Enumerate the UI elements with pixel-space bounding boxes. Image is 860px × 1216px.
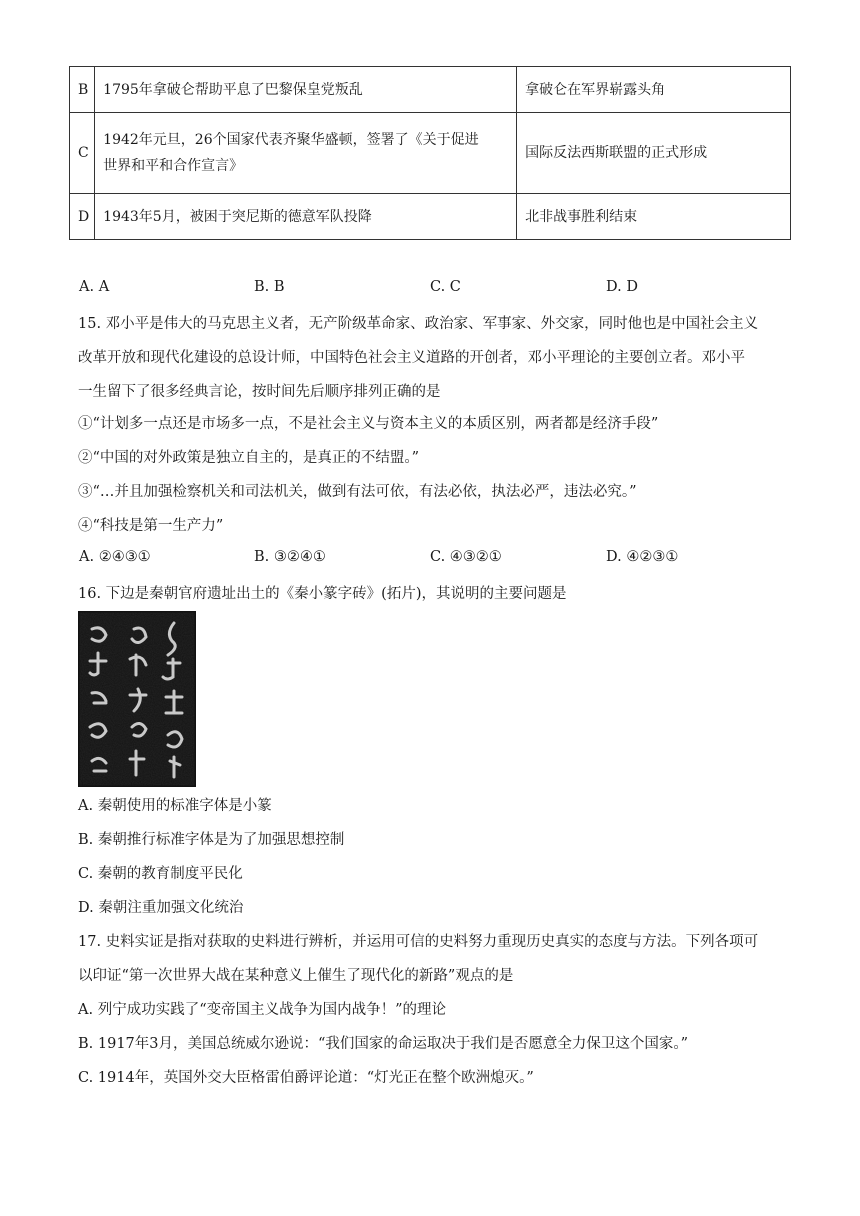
event-line: 世界和平和合作宣言》 (103, 158, 244, 174)
event-line: 1942年元旦，26个国家代表齐聚华盛顿，签署了《关于促进 (103, 132, 479, 148)
question-15-stem-line: 改革开放和现代化建设的总设计师，中国特色社会主义道路的开创者，邓小平理论的主要创立者。邓小平 (78, 350, 745, 366)
question-15-stem-line: 一生留下了很多经典言论，按时间先后顺序排列正确的是 (78, 384, 441, 400)
meaning-cell: 国际反法西斯联盟的正式形成 (517, 113, 791, 194)
option-a[interactable]: A. A (79, 279, 110, 295)
question-14-options (79, 279, 779, 301)
question-17-option-c[interactable]: C. 1914年，英国外交大臣格雷伯爵评论道：“灯光正在整个欧洲熄灭。” (78, 1070, 534, 1086)
table-row (70, 67, 791, 113)
quote-4: ④“科技是第一生产力” (78, 518, 224, 534)
option-c[interactable]: C. C (430, 279, 461, 295)
question-15-stem-line: 15. 邓小平是伟大的马克思主义者，无产阶级革命家、政治家、军事家、外交家，同时他也是中国社会主义 (78, 316, 759, 332)
option-b[interactable]: B. ③②④① (254, 549, 326, 565)
option-a[interactable]: A. ②④③① (79, 549, 151, 565)
question-17-stem-line: 以印证“第一次世界大战在某种意义上催生了现代化的新路”观点的是 (78, 968, 514, 984)
question-16-option-d[interactable]: D. 秦朝注重加强文化统治 (78, 900, 244, 916)
quote-1: ①“计划多一点还是市场多一点，不是社会主义与资本主义的本质区别，两者都是经济手段” (78, 416, 659, 432)
meaning-cell: 北非战事胜利结束 (517, 194, 791, 240)
question-16-option-b[interactable]: B. 秦朝推行标准字体是为了加强思想控制 (78, 832, 345, 848)
question-15-options (79, 549, 779, 571)
quote-2: ②“中国的对外政策是独立自主的，是真正的不结盟。” (78, 450, 420, 466)
question-17-stem-line: 17. 史料实证是指对获取的史料进行辨析，并运用可信的史料努力重现历史真实的态度与方法。下列各项可 (78, 934, 759, 950)
question-17-option-a[interactable]: A. 列宁成功实践了“变帝国主义战争为国内战争！”的理论 (78, 1002, 447, 1018)
option-d[interactable]: D. ④②③① (606, 549, 679, 565)
question-16-option-a[interactable]: A. 秦朝使用的标准字体是小篆 (78, 798, 272, 814)
question-14-table (69, 66, 791, 240)
table-row (70, 194, 791, 240)
meaning-cell: 拿破仑在军界崭露头角 (517, 67, 791, 113)
row-letter: C (70, 113, 95, 194)
option-d[interactable]: D. D (606, 279, 638, 295)
question-16-stem: 16. 下边是秦朝官府遗址出土的《秦小篆字砖》(拓片)，其说明的主要问题是 (78, 586, 567, 602)
quote-3: ③“…并且加强检察机关和司法机关，做到有法可依，有法必依，执法必严，违法必究。” (78, 484, 637, 500)
question-17-option-b[interactable]: B. 1917年3月，美国总统威尔逊说：“我们国家的命运取决于我们是否愿意全力保卫这个国家。” (78, 1036, 689, 1052)
question-16-option-c[interactable]: C. 秦朝的教育制度平民化 (78, 866, 243, 882)
seal-script-brick-rubbing-image (78, 611, 196, 787)
row-letter: D (70, 194, 95, 240)
event-cell: 1943年5月，被困于突尼斯的德意军队投降 (95, 194, 517, 240)
table-row (70, 113, 791, 194)
option-b[interactable]: B. B (254, 279, 285, 295)
option-c[interactable]: C. ④③②① (430, 549, 502, 565)
row-letter: B (70, 67, 95, 113)
event-cell (95, 113, 517, 194)
event-cell: 1795年拿破仑帮助平息了巴黎保皇党叛乱 (95, 67, 517, 113)
